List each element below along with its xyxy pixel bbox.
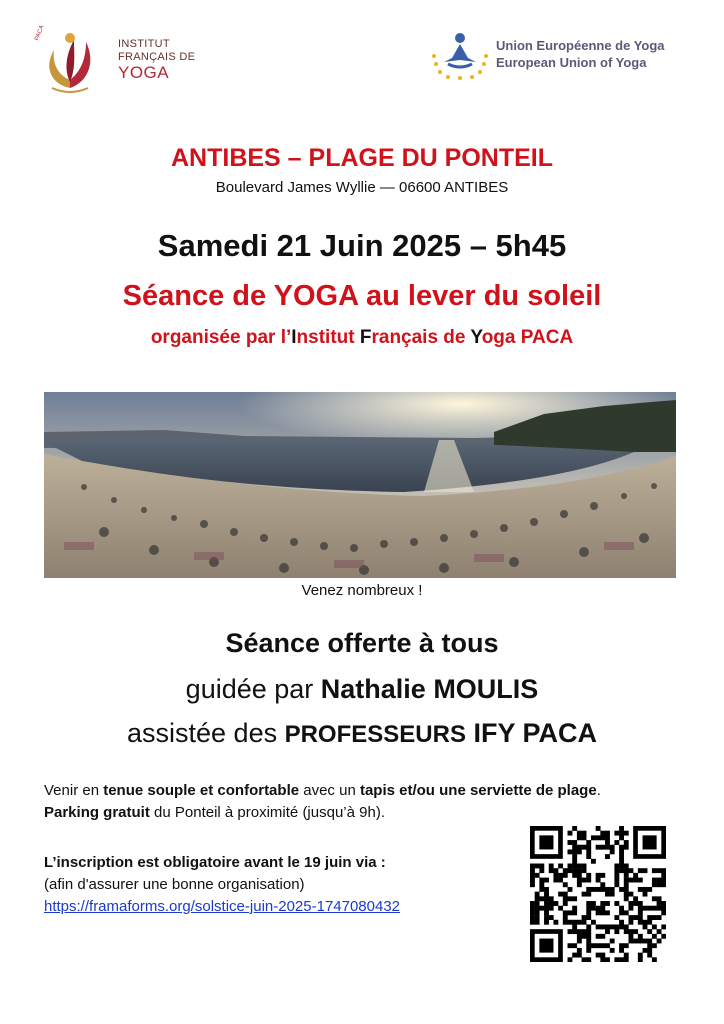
- assisted-ify-paca: IFY PACA: [465, 718, 597, 748]
- guided-by-line: [0, 674, 724, 705]
- info-text: du Ponteil à proximité (jusqu’à 9h).: [149, 804, 385, 821]
- organiser-word-yoga: oga PACA: [481, 327, 574, 348]
- eu-yoga-logo: [430, 30, 700, 80]
- guide-name: Nathalie MOULIS: [320, 674, 539, 704]
- info-parking-line: [44, 802, 694, 823]
- assisted-prefix: assistée des: [127, 718, 285, 748]
- address: Boulevard James Wyllie — 06600 ANTIBES: [215, 179, 509, 196]
- info-text: .: [596, 782, 601, 799]
- ify-logo-line3: YOGA: [118, 63, 170, 82]
- organiser-word-francais: rançais de: [371, 327, 471, 348]
- organiser-letter-i: I: [291, 327, 297, 348]
- lotus-flame-icon: [30, 26, 114, 96]
- info-text: avec un: [299, 782, 360, 799]
- assisted-professeurs: PROFESSEURS: [284, 721, 466, 748]
- info-bold-text: Parking gratuit: [44, 804, 150, 821]
- registration-qr-code[interactable]: [530, 826, 666, 962]
- info-bold-text: tapis et/ou une serviette de plage: [359, 782, 597, 799]
- registration-note: (afin d'assurer une bonne organisation): [44, 876, 305, 893]
- guided-prefix: guidée par: [185, 674, 321, 704]
- event-date-time: Samedi 21 Juin 2025 – 5h45: [157, 228, 567, 263]
- eu-logo-line2: European Union of Yoga: [496, 55, 647, 70]
- ify-logo: [30, 26, 220, 96]
- organiser-letter-f: F: [359, 327, 372, 348]
- organiser-prefix: organisée par l’: [150, 327, 292, 348]
- eu-logo-line1: Union Européenne de Yoga: [496, 38, 665, 53]
- session-offered: Séance offerte à tous: [225, 628, 499, 658]
- registration-notice: L’inscription est obligatoire avant le 19 juin via :: [44, 854, 386, 871]
- ify-paca-badge: PACA: [34, 24, 46, 42]
- organiser-word-institut: nstitut: [296, 327, 360, 348]
- session-title: Séance de YOGA au lever du soleil: [122, 280, 602, 312]
- info-dress-line: [44, 780, 694, 801]
- location-title: ANTIBES – PLAGE DU PONTEIL: [171, 144, 553, 172]
- organiser-letter-y: Y: [470, 327, 482, 348]
- ify-logo-line2: FRANÇAIS DE: [118, 51, 196, 63]
- ify-logo-line1: INSTITUT: [118, 38, 170, 50]
- meditating-figure-stars-icon: [430, 30, 490, 80]
- assisted-by-line: [0, 718, 724, 749]
- info-bold-text: tenue souple et confortable: [103, 782, 300, 799]
- registration-link[interactable]: https://framaforms.org/solstice-juin-2025-1747080432: [44, 898, 401, 915]
- organiser-line: [0, 327, 724, 349]
- photo-caption: Venez nombreux !: [301, 582, 423, 599]
- beach-yoga-photo: [44, 392, 676, 578]
- info-text: Venir en: [44, 782, 104, 799]
